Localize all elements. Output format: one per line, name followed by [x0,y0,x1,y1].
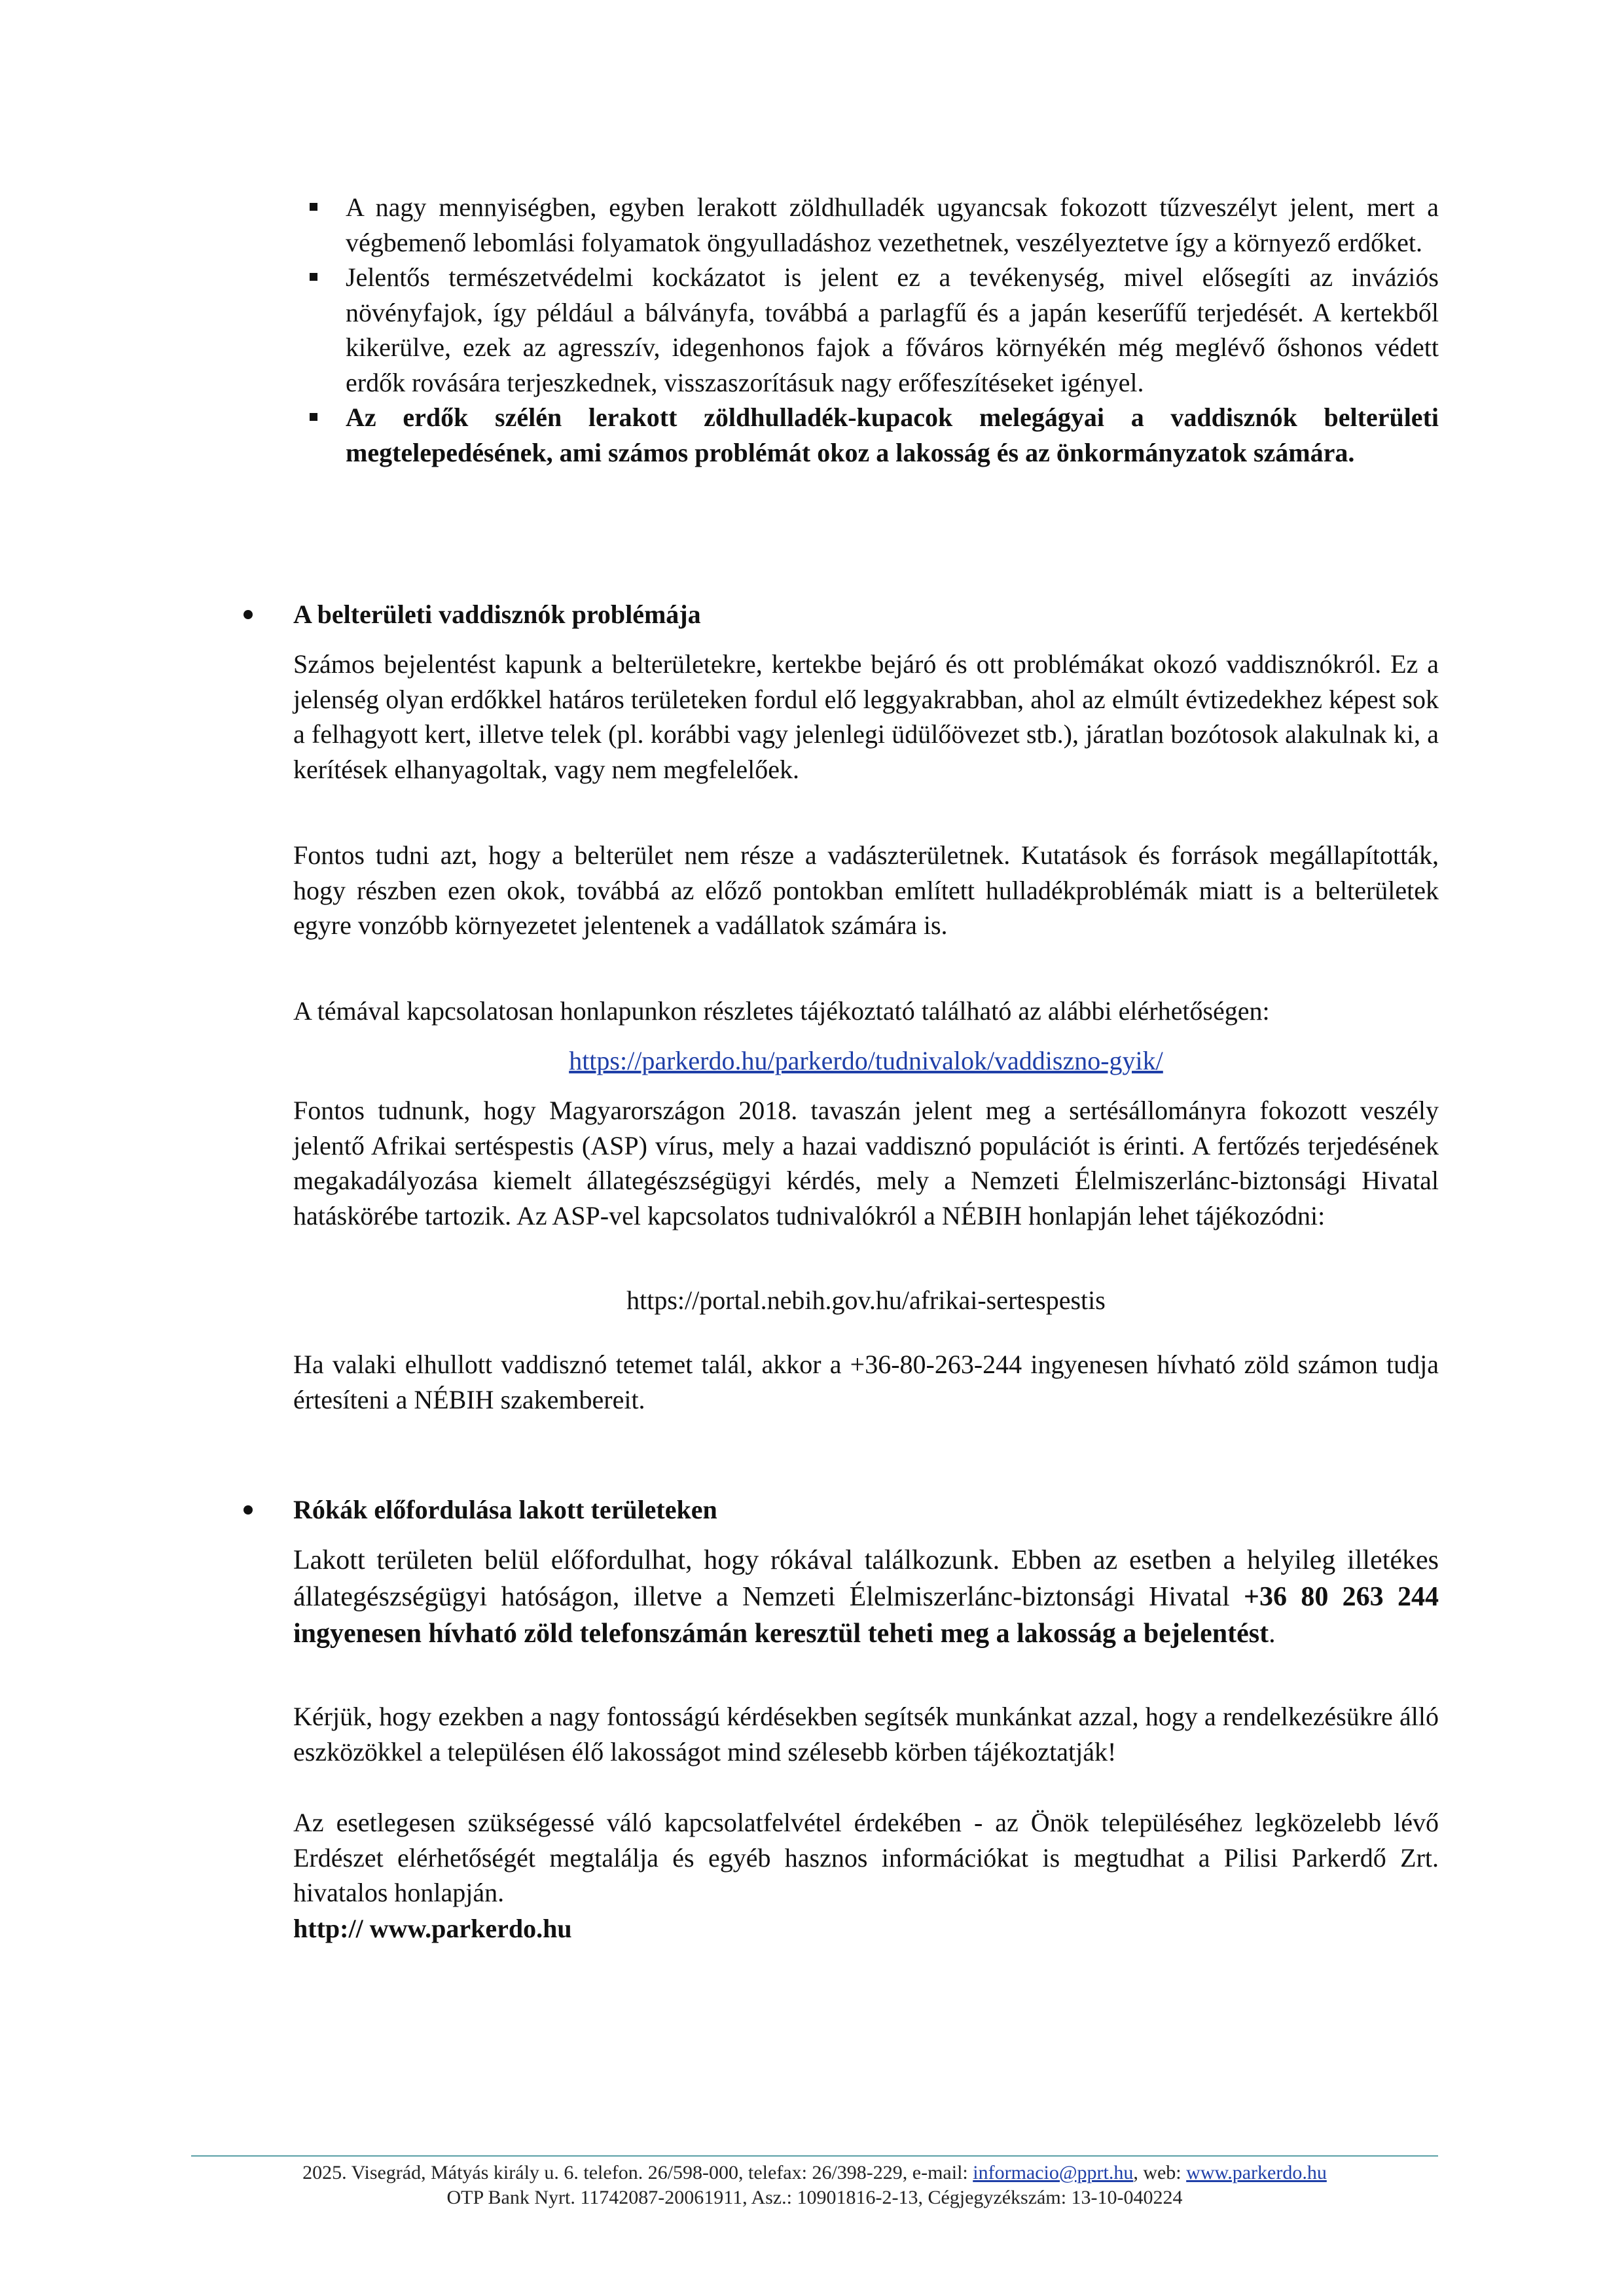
fox-paragraph-1-text: Lakott területen belül előfordulhat, hogy rókával találkozunk. Ebben az esetben a helyileg illetékes állategészségügyi hatóságon, illetve a Nemzeti Élelmiszerlánc-biztonsági Hivatal [293,1545,1439,1612]
boar-paragraph-4: Fontos tudnunk, hogy Magyarországon 2018. tavaszán jelent meg a sertésállományra fokozott veszély jelentő Afrikai sertéspestis (ASP) vírus, mely a hazai vaddisznó populációt is érinti. A fertőzés terjedésének megakadályozása kiemelt állategészségügyi kérdés, mely a Nemzeti Élelmiszerlánc-biztonsági Hivatal hatáskörébe tartozik. Az ASP-vel kapcsolatos tudnivalókról a NÉBIH honlapján lehet tájékozódni: [293,1096,1439,1230]
fox-paragraph-1 [293,1542,1439,1652]
parkerdo-website-text: http:// www.parkerdo.hu [293,1914,572,1943]
section-heading-fox [293,1492,717,1528]
fox-paragraph-1-end: . [1269,1619,1276,1649]
round-bullet-icon [244,1505,253,1515]
footer-bank-line: OTP Bank Nyrt. 11742087-20061911, Asz.: 10901816-2-13, Cégjegyzékszám: 13-10-040224 [446,2187,1183,2208]
nebih-link-line: https://portal.nebih.gov.hu/afrikai-sertespestis [626,1285,1106,1315]
footer-address-line [191,2161,1438,2185]
footer-address-text: 2025. Visegrád, Mátyás király u. 6. telefon. 26/598-000, telefax: 26/398-229, e-mail: [302,2162,973,2183]
fox-hotline-text: +36 80 263 244 ingyenesen hívható zöld telefonszámán keresztül teheti meg a lakosság a bejelentést [293,1582,1439,1649]
list-item [346,190,1439,260]
square-bullet-list [346,190,1439,470]
square-bullet-icon [310,273,317,281]
section-heading-boar [293,597,701,632]
list-item [346,400,1439,470]
fox-paragraph-2: Kérjük, hogy ezekben a nagy fontosságú kérdésekben segítsék munkánkat azzal, hogy a rendelkezésükre álló eszközökkel a településen élő lakosságot mind szélesebb körben tájékoztatják! [293,1702,1439,1767]
footer-web-label: , web: [1133,2162,1187,2183]
vaddiszno-link-line [293,1043,1439,1079]
fox-paragraph-3: Az esetlegesen szükségessé váló kapcsolatfelvétel érdekében - az Önök településéhez legközelebb lévő Erdészet elérhetőségét megtalálja és egyéb hasznos információkat is megtudhat a Pilisi Parkerdő Zrt. hivatalos honlapján. [293,1808,1439,1907]
list-item-text: Jelentős természetvédelmi kockázatot is jelent ez a tevékenység, mivel elősegíti az inváziós növényfajok, így például a bálványfa, továbbá a parlagfű és a japán keserűfű terjedését. A kertekből kikerülve, ezek az agresszív, idegenhonos fajok a főváros környékén még meglévő őshonos védett erdők rovására terjeszkednek, visszaszorításuk nagy erőfeszítéseket igényel. [346,262,1439,397]
heading-text: A belterületi vaddisznók problémája [293,600,701,629]
heading-text: Rókák előfordulása lakott területeken [293,1495,717,1524]
footer-web-link[interactable]: www.parkerdo.hu [1186,2162,1327,2183]
footer-email-link[interactable]: informacio@pprt.hu [973,2162,1134,2183]
vaddiszno-faq-link[interactable]: https://parkerdo.hu/parkerdo/tudnivalok/vaddiszno-gyik/ [569,1046,1163,1075]
boar-paragraph-5: Ha valaki elhullott vaddisznó tetemet talál, akkor a +36-80-263-244 ingyenesen hívható zöld számon tudja értesíteni a NÉBIH szakembereit. [293,1350,1439,1414]
square-bullet-icon [310,413,317,421]
round-bullet-icon [244,610,253,619]
square-bullet-icon [310,203,317,211]
list-item-text: Az erdők szélén lerakott zöldhulladék-kupacok melegágyai a vaddisznók belterületi megtelepedésének, ami számos problémát okoz a lakosság és az önkormányzatok számára. [346,403,1439,467]
footer-divider [191,2155,1438,2157]
list-item-text: A nagy mennyiségben, egyben lerakott zöldhulladék ugyancsak fokozott tűzveszélyt jelent, mert a végbemenő lebomlási folyamatok öngyulladáshoz vezethetnek, veszélyeztetve így a környező erdőket. [346,192,1439,257]
boar-paragraph-1: Számos bejelentést kapunk a belterületekre, kertekbe bejáró és ott problémákat okozó vaddisznókról. Ez a jelenség olyan erdőkkel határos területeken fordul elő leggyakrabban, ahol az elmúlt évtizedekhez képest sok a felhagyott kert, illetve telek (pl. korábbi vagy jelenlegi üdülőövezet stb.), járatlan bozótosok alakulnak ki, a kerítések elhanyagoltak, vagy nem megfelelőek. [293,649,1439,784]
boar-paragraph-3: A témával kapcsolatosan honlapunkon részletes tájékoztató található az alábbi elérhetőségen: [293,996,1270,1026]
list-item [346,260,1439,400]
boar-paragraph-2: Fontos tudni azt, hogy a belterület nem része a vadászterületnek. Kutatások és források megállapították, hogy részben ezen okok, továbbá az előző pontokban említett hulladékproblémák miatt is a belterületek egyre vonzóbb környezetet jelentenek a vadállatok számára is. [293,840,1439,940]
